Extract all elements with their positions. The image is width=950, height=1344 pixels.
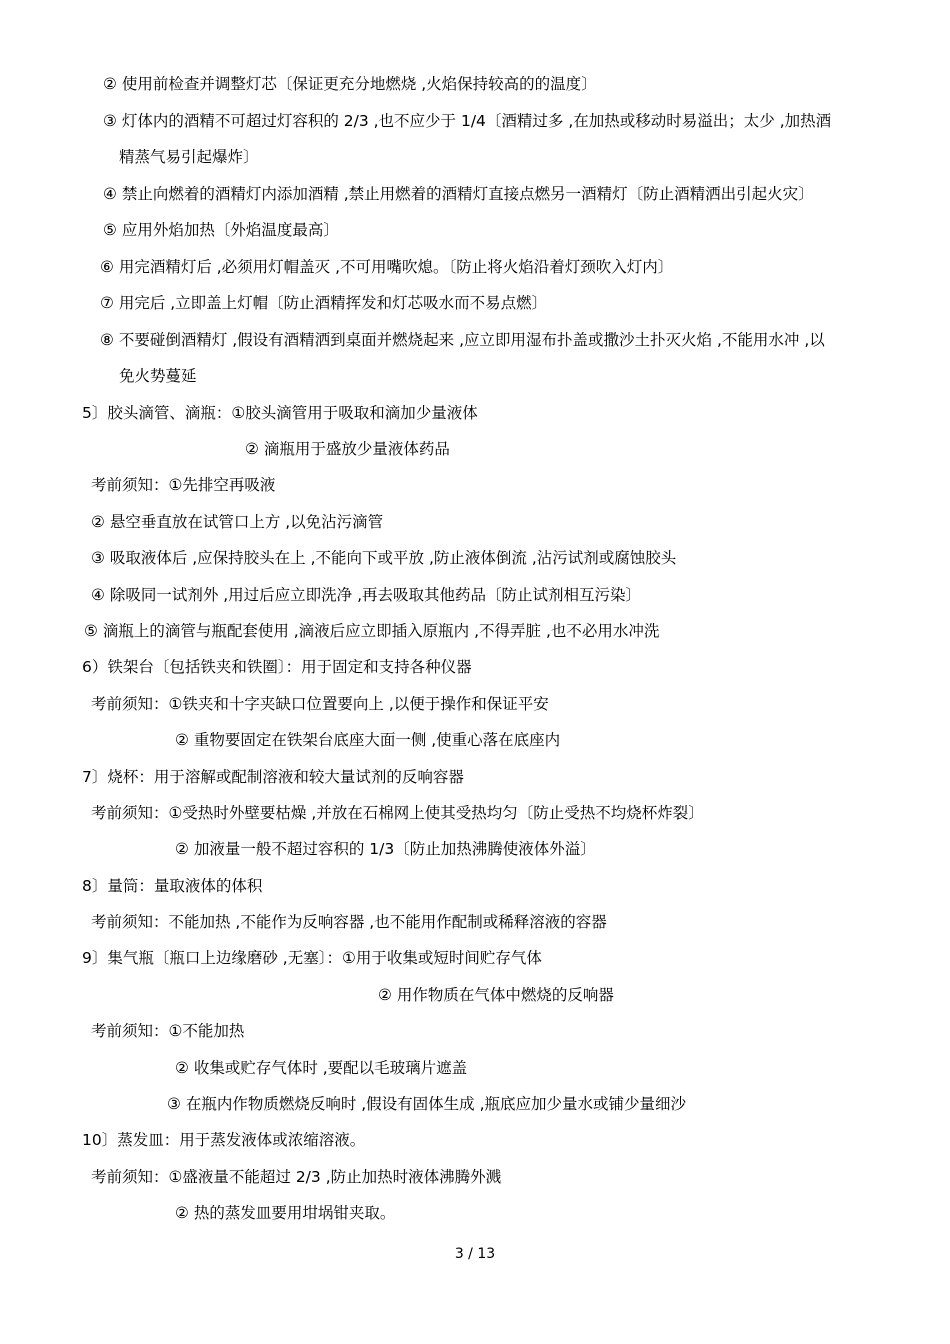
text-line: ⑦ 用完后 ,立即盖上灯帽〔防止酒精挥发和灯芯吸水而不易点燃〕 bbox=[100, 294, 548, 312]
text-line: 考前须知：不能加热 ,不能作为反响容器 ,也不能用作配制或稀释溶液的容器 bbox=[91, 913, 607, 931]
text-line: ④ 除吸同一试剂外 ,用过后应立即洗净 ,再去吸取其他药品〔防止试剂相互污染〕 bbox=[91, 586, 642, 604]
text-line: ② 滴瓶用于盛放少量液体药品 bbox=[245, 440, 450, 458]
text-line: ③ 灯体内的酒精不可超过灯容积的 2/3 ,也不应少于 1/4〔酒精过多 ,在加热或移动时易溢出；太少 ,加热酒 bbox=[103, 112, 832, 130]
text-line: ② 使用前检查并调整灯芯〔保证更充分地燃烧 ,火焰保持较高的的温度〕 bbox=[103, 75, 597, 93]
text-line: 考前须知：①先排空再吸液 bbox=[91, 476, 276, 494]
text-line: ⑤ 应用外焰加热〔外焰温度最高〕 bbox=[103, 221, 339, 239]
section-heading: 9〕集气瓶〔瓶口上边缘磨砂 ,无塞〕：①用于收集或短时间贮存气体 bbox=[82, 949, 542, 967]
section-heading: 7〕烧杯：用于溶解或配制溶液和较大量试剂的反响容器 bbox=[82, 768, 464, 786]
text-line: ⑤ 滴瓶上的滴管与瓶配套使用 ,滴液后应立即插入原瓶内 ,不得弄脏 ,也不必用水冲洗 bbox=[84, 622, 660, 640]
page-number: 3 / 13 bbox=[454, 1246, 496, 1262]
section-heading: 8〕量筒：量取液体的体积 bbox=[82, 877, 263, 895]
section-heading: 6）铁架台〔包括铁夹和铁圈〕：用于固定和支持各种仪器 bbox=[82, 658, 472, 676]
text-line: ③ 在瓶内作物质燃烧反响时 ,假设有固体生成 ,瓶底应加少量水或铺少量细沙 bbox=[167, 1095, 687, 1113]
text-line: ② 收集或贮存气体时 ,要配以毛玻璃片遮盖 bbox=[175, 1059, 468, 1077]
text-line: ④ 禁止向燃着的酒精灯内添加酒精 ,禁止用燃着的酒精灯直接点燃另一酒精灯〔防止酒精洒出引起火灾〕 bbox=[103, 185, 814, 203]
text-line: ② 加液量一般不超过容积的 1/3〔防止加热沸腾使液体外溢〕 bbox=[175, 840, 596, 858]
section-heading: 5〕胶头滴管、滴瓶：①胶头滴管用于吸取和滴加少量液体 bbox=[82, 404, 478, 422]
text-line: 考前须知：①受热时外壁要枯燥 ,并放在石棉网上使其受热均匀〔防止受热不均烧杯炸裂〕 bbox=[91, 804, 704, 822]
text-line: 考前须知：①不能加热 bbox=[91, 1022, 245, 1040]
text-line: ② 悬空垂直放在试管口上方 ,以免沾污滴管 bbox=[91, 513, 384, 531]
text-line: 精蒸气易引起爆炸〕 bbox=[119, 148, 259, 166]
text-line: ② 用作物质在气体中燃烧的反响器 bbox=[378, 986, 614, 1004]
text-line: 免火势蔓延 bbox=[119, 367, 197, 385]
text-line: ③ 吸取液体后 ,应保持胶头在上 ,不能向下或平放 ,防止液体倒流 ,沾污试剂或腐蚀胶头 bbox=[91, 549, 677, 567]
text-line: ② 热的蒸发皿要用坩埚钳夹取。 bbox=[175, 1204, 396, 1222]
text-line: ⑥ 用完酒精灯后 ,必须用灯帽盖灭 ,不可用嘴吹熄。〔防止将火焰沿着灯颈吹入灯内〕 bbox=[100, 258, 674, 276]
section-heading: 10〕蒸发皿：用于蒸发液体或浓缩溶液。 bbox=[82, 1131, 366, 1149]
text-line: ② 重物要固定在铁架台底座大面一侧 ,使重心落在底座内 bbox=[175, 731, 561, 749]
text-line: 考前须知：①盛液量不能超过 2/3 ,防止加热时液体沸腾外溅 bbox=[91, 1168, 502, 1186]
text-line: ⑧ 不要碰倒酒精灯 ,假设有酒精洒到桌面并燃烧起来 ,应立即用湿布扑盖或撒沙土扑灭火焰 ,不能用水冲 ,以 bbox=[100, 331, 825, 349]
text-line: 考前须知：①铁夹和十字夹缺口位置要向上 ,以便于操作和保证平安 bbox=[91, 695, 549, 713]
